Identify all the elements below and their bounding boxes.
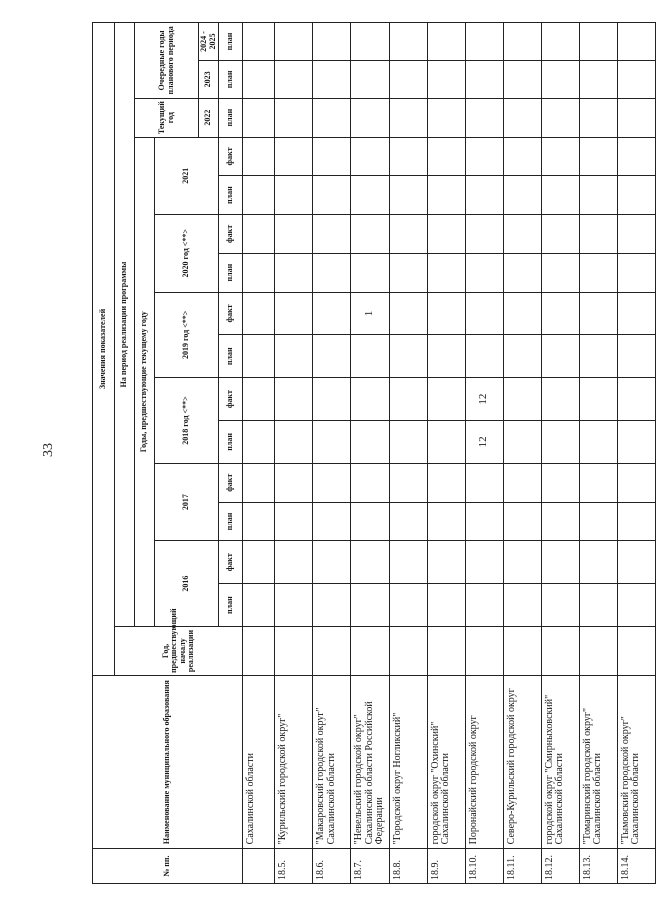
header-current: Текущий год <box>135 98 199 137</box>
value-cell <box>389 23 427 61</box>
plan-label: план <box>219 176 243 215</box>
fact-label: факт <box>219 541 243 584</box>
municipality-name: городской округ "Смирныховский" Сахалинской области <box>541 675 579 848</box>
value-cell <box>427 584 465 627</box>
row-number: 18.8. <box>389 849 427 884</box>
municipality-name: "Тымовский городской округ" Сахалинской области <box>617 675 655 848</box>
value-cell <box>465 335 503 378</box>
value-cell <box>275 253 313 292</box>
value-cell <box>579 541 617 584</box>
value-cell <box>503 584 541 627</box>
value-cell <box>351 98 390 137</box>
value-cell <box>351 463 390 502</box>
value-cell <box>351 541 390 584</box>
value-cell <box>427 335 465 378</box>
value-cell <box>313 61 351 99</box>
municipality-name: "Макаровский городской округ" Сахалинской области <box>313 675 351 848</box>
indicators-table <box>92 22 656 884</box>
value-cell <box>541 215 579 254</box>
col-header-num: № пп. <box>93 849 243 884</box>
value-cell <box>427 61 465 99</box>
year-2024-2025: 2024 - 2025 <box>199 23 219 61</box>
page-number: 33 <box>41 443 56 457</box>
value-cell <box>351 502 390 541</box>
year-2020: 2020 год <**> <box>155 215 219 293</box>
table-row <box>427 23 465 884</box>
table-row <box>503 23 541 884</box>
value-cell <box>275 584 313 627</box>
base-year-cell <box>503 626 541 675</box>
municipality-name: городской округ "Охинский" Сахалинской области <box>427 675 465 848</box>
table-row <box>313 23 351 884</box>
fact-label: факт <box>219 292 243 335</box>
empty-cell <box>243 176 275 215</box>
value-cell <box>541 421 579 464</box>
empty-cell <box>243 421 275 464</box>
empty-cell <box>243 137 275 176</box>
table-row <box>617 23 655 884</box>
year-2017: 2017 <box>155 463 219 541</box>
value-cell <box>275 137 313 176</box>
value-cell <box>465 137 503 176</box>
base-year-cell <box>275 626 313 675</box>
value-cell <box>275 463 313 502</box>
header-base-year: Год, предшествующий началу реализации <box>115 626 243 675</box>
value-cell <box>313 378 351 421</box>
value-cell <box>351 421 390 464</box>
year-2016: 2016 <box>155 541 219 627</box>
value-cell <box>427 98 465 137</box>
plan-label: план <box>219 421 243 464</box>
base-year-cell <box>427 626 465 675</box>
value-cell <box>541 253 579 292</box>
value-cell <box>351 176 390 215</box>
value-cell <box>389 584 427 627</box>
value-cell <box>351 23 390 61</box>
header-values: Значения показателей <box>93 23 115 676</box>
value-cell <box>313 584 351 627</box>
municipality-name: "Курильский городской округ" <box>275 675 313 848</box>
header-planned: Очередные годы планового периода <box>135 23 199 99</box>
value-cell <box>617 378 655 421</box>
rotated-table-container <box>92 22 641 884</box>
value-cell <box>617 463 655 502</box>
value-cell <box>465 23 503 61</box>
value-cell <box>503 502 541 541</box>
value-cell <box>427 137 465 176</box>
value-cell: 12 <box>465 378 503 421</box>
year-2023: 2023 <box>199 61 219 99</box>
value-cell <box>617 61 655 99</box>
value-cell <box>541 176 579 215</box>
year-2018: 2018 год <**> <box>155 378 219 464</box>
value-cell <box>427 23 465 61</box>
empty-cell <box>243 292 275 335</box>
plan-label: план <box>219 61 243 99</box>
value-cell <box>313 98 351 137</box>
base-year-cell <box>389 626 427 675</box>
value-cell <box>579 584 617 627</box>
value-cell <box>617 502 655 541</box>
value-cell <box>503 463 541 502</box>
value-cell <box>465 215 503 254</box>
value-cell <box>617 421 655 464</box>
plan-label: план <box>219 98 243 137</box>
empty-cell <box>243 253 275 292</box>
empty-cell <box>243 335 275 378</box>
value-cell <box>275 421 313 464</box>
value-cell <box>313 137 351 176</box>
municipality-name: "Невельский городской округ" Сахалинской области Российской Федерации <box>351 675 390 848</box>
value-cell <box>617 23 655 61</box>
value-cell <box>465 98 503 137</box>
empty-cell <box>243 502 275 541</box>
header-prev-years: Годы, предшествующие текущему году <box>135 137 155 626</box>
value-cell <box>579 292 617 335</box>
plan-label: план <box>219 335 243 378</box>
plan-label: план <box>219 253 243 292</box>
value-cell <box>617 584 655 627</box>
value-cell <box>313 421 351 464</box>
fact-label: факт <box>219 463 243 502</box>
value-cell <box>579 176 617 215</box>
empty-cell <box>243 584 275 627</box>
value-cell <box>313 253 351 292</box>
value-cell <box>313 176 351 215</box>
value-cell <box>351 253 390 292</box>
table-viewport <box>92 22 641 884</box>
value-cell <box>503 378 541 421</box>
base-year-cell <box>351 626 390 675</box>
value-cell <box>503 335 541 378</box>
value-cell <box>541 61 579 99</box>
value-cell <box>617 215 655 254</box>
row-number: 18.12. <box>541 849 579 884</box>
value-cell <box>541 98 579 137</box>
year-2019: 2019 год <**> <box>155 292 219 378</box>
municipality-name: "Томаринский городской округ" Сахалинской области <box>579 675 617 848</box>
fact-label: факт <box>219 215 243 254</box>
value-cell <box>579 463 617 502</box>
value-cell <box>617 253 655 292</box>
empty-cell <box>243 23 275 61</box>
value-cell <box>275 292 313 335</box>
row-number: 18.9. <box>427 849 465 884</box>
value-cell <box>351 378 390 421</box>
row-number: 18.5. <box>275 849 313 884</box>
value-cell: 1 <box>351 292 390 335</box>
table-row <box>351 23 390 884</box>
table-row <box>389 23 427 884</box>
value-cell <box>427 463 465 502</box>
value-cell <box>579 378 617 421</box>
value-cell <box>465 176 503 215</box>
value-cell <box>503 421 541 464</box>
value-cell <box>389 378 427 421</box>
value-cell <box>503 292 541 335</box>
value-cell <box>465 584 503 627</box>
table-row <box>465 23 503 884</box>
value-cell <box>389 335 427 378</box>
value-cell <box>427 215 465 254</box>
base-year-cell <box>541 626 579 675</box>
value-cell <box>503 137 541 176</box>
value-cell <box>617 292 655 335</box>
value-cell <box>579 502 617 541</box>
plan-label: план <box>219 584 243 627</box>
value-cell <box>389 253 427 292</box>
table-row <box>275 23 313 884</box>
value-cell <box>541 137 579 176</box>
value-cell <box>541 584 579 627</box>
value-cell <box>389 421 427 464</box>
value-cell <box>427 541 465 584</box>
value-cell <box>351 335 390 378</box>
value-cell <box>389 61 427 99</box>
value-cell <box>313 335 351 378</box>
base-year-cell <box>579 626 617 675</box>
value-cell <box>617 541 655 584</box>
value-cell <box>541 23 579 61</box>
region-row <box>243 23 275 884</box>
value-cell <box>579 335 617 378</box>
base-year-cell <box>313 626 351 675</box>
value-cell <box>579 98 617 137</box>
plan-label: план <box>219 502 243 541</box>
value-cell <box>275 215 313 254</box>
table-row <box>579 23 617 884</box>
value-cell <box>503 23 541 61</box>
value-cell <box>351 61 390 99</box>
value-cell <box>389 292 427 335</box>
year-2021: 2021 <box>155 137 219 215</box>
value-cell <box>503 61 541 99</box>
header-period: На период реализации программы <box>115 23 135 627</box>
value-cell <box>389 98 427 137</box>
value-cell <box>313 292 351 335</box>
value-cell <box>313 463 351 502</box>
base-year-cell <box>617 626 655 675</box>
value-cell <box>313 541 351 584</box>
value-cell <box>389 215 427 254</box>
empty-cell <box>243 215 275 254</box>
value-cell <box>389 463 427 502</box>
value-cell <box>579 421 617 464</box>
empty-cell <box>243 626 275 675</box>
value-cell <box>541 378 579 421</box>
value-cell <box>275 23 313 61</box>
value-cell <box>427 421 465 464</box>
value-cell <box>313 502 351 541</box>
row-number: 18.14. <box>617 849 655 884</box>
value-cell <box>617 335 655 378</box>
row-number: 18.6. <box>313 849 351 884</box>
value-cell <box>579 137 617 176</box>
row-number: 18.7. <box>351 849 390 884</box>
value-cell <box>579 23 617 61</box>
value-cell <box>465 253 503 292</box>
value-cell <box>579 61 617 99</box>
fact-label: факт <box>219 137 243 176</box>
value-cell <box>541 541 579 584</box>
value-cell <box>313 23 351 61</box>
col-header-name: Наименование муниципального образования <box>93 675 243 848</box>
value-cell <box>503 98 541 137</box>
value-cell <box>465 292 503 335</box>
value-cell <box>503 215 541 254</box>
value-cell <box>427 378 465 421</box>
value-cell <box>617 176 655 215</box>
base-year-cell <box>465 626 503 675</box>
value-cell <box>503 541 541 584</box>
value-cell <box>275 502 313 541</box>
value-cell: 12 <box>465 421 503 464</box>
value-cell <box>579 253 617 292</box>
value-cell <box>351 215 390 254</box>
value-cell <box>541 463 579 502</box>
value-cell <box>389 176 427 215</box>
value-cell <box>541 502 579 541</box>
empty-cell <box>243 61 275 99</box>
municipality-name: "Городской округ Ногликский" <box>389 675 427 848</box>
empty-cell <box>243 541 275 584</box>
value-cell <box>389 137 427 176</box>
region-name-cell: Сахалинской области <box>243 675 275 848</box>
value-cell <box>389 502 427 541</box>
empty-cell <box>243 463 275 502</box>
value-cell <box>617 137 655 176</box>
value-cell <box>275 541 313 584</box>
municipality-name: Поронайский городской округ <box>465 675 503 848</box>
value-cell <box>351 584 390 627</box>
row-number: 18.10. <box>465 849 503 884</box>
value-cell <box>503 176 541 215</box>
value-cell <box>465 502 503 541</box>
value-cell <box>465 541 503 584</box>
value-cell <box>579 215 617 254</box>
value-cell <box>427 253 465 292</box>
value-cell <box>541 335 579 378</box>
value-cell <box>617 98 655 137</box>
value-cell <box>275 61 313 99</box>
year-2022: 2022 <box>199 98 219 137</box>
value-cell <box>275 98 313 137</box>
region-num-cell <box>243 849 275 884</box>
empty-cell <box>243 98 275 137</box>
value-cell <box>427 176 465 215</box>
row-number: 18.11. <box>503 849 541 884</box>
empty-cell <box>243 378 275 421</box>
municipality-name: Северо-Курильский городской округ <box>503 675 541 848</box>
value-cell <box>427 292 465 335</box>
value-cell <box>465 61 503 99</box>
value-cell <box>351 137 390 176</box>
value-cell <box>313 215 351 254</box>
value-cell <box>503 253 541 292</box>
row-number: 18.13. <box>579 849 617 884</box>
value-cell <box>275 335 313 378</box>
value-cell <box>465 463 503 502</box>
value-cell <box>275 378 313 421</box>
value-cell <box>275 176 313 215</box>
value-cell <box>541 292 579 335</box>
fact-label: факт <box>219 378 243 421</box>
plan-label: план <box>219 23 243 61</box>
value-cell <box>427 502 465 541</box>
table-row <box>541 23 579 884</box>
value-cell <box>389 541 427 584</box>
